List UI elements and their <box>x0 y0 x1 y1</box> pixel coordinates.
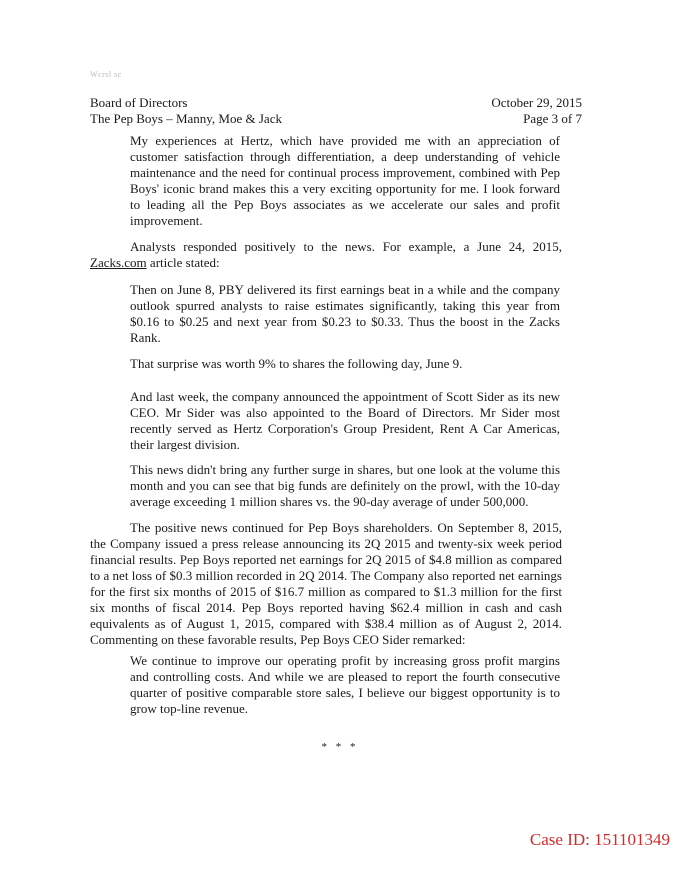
paragraph-financials <box>90 520 562 648</box>
quote-sider <box>130 653 560 717</box>
paragraph-analysts-intro: Analysts responded positively to the news. For example, a June 24, 2015, <box>130 239 562 254</box>
paragraph-financials-text: The positive news continued for Pep Boys shareholders. On September 8, 2015, the Company issued a press release announcing its 2Q 2015 and twenty-six week period financial results. Pep Boys reported net earnings for 2Q 2015 of $4.8 million as compared to a net loss of $0.3 million recorded in 2Q 2014. The Company also reported net earnings for the first six months of 2015 of $16.7 million as compared to $1.3 million for the first six months of fiscal 2014. Pep Boys reported having $62.4 million in cash and cash equivalents as of August 1, 2015, compared with $38.4 million as of August 2, 2014. Commenting on these favorable results, Pep Boys CEO Sider remarked: <box>90 520 562 647</box>
paragraph-analysts-text <box>90 239 562 271</box>
quote-zacks-4 <box>130 462 560 510</box>
quote-zacks-text-2: That surprise was worth 9% to shares the following day, June 9. <box>130 356 463 371</box>
zacks-link[interactable]: Zacks.com <box>90 255 147 270</box>
section-break: * * * <box>321 741 359 753</box>
quote-zacks-1 <box>130 282 560 346</box>
quote-sider-text: We continue to improve our operating profit by increasing gross profit margins and controlling costs. And while we are pleased to report the fourth consecutive quarter of positive comparable store sales, I believe our biggest opportunity is to grow top-line revenue. <box>130 653 560 716</box>
paragraph-analysts <box>90 239 562 271</box>
faint-stamp: Wcrsl sc <box>90 70 122 79</box>
letter-date: October 29, 2015 <box>491 95 582 110</box>
quote-zacks-text-3: And last week, the company announced the appointment of Scott Sider as its new CEO. Mr Sider was also appointed to the Board of Directors. Mr Sider most recently served as Hertz Corporation's Group President, Rent A Car Americas, their largest division. <box>130 389 560 452</box>
page-number: Page 3 of 7 <box>523 111 582 126</box>
quote-hertz-text: My experiences at Hertz, which have provided me with an appreciation of customer satisfaction through differentiation, a deep understanding of vehicle maintenance and the need for continual process improvement, combined with Pep Boys' iconic brand makes this a very exciting opportunity for me. I look forward to leading all the Pep Boys associates as we accelerate our sales and profit improvement. <box>130 133 560 228</box>
letter-header <box>90 95 582 127</box>
quote-hertz <box>130 133 560 229</box>
quote-zacks-2 <box>130 356 560 372</box>
recipient-line-1: Board of Directors <box>90 95 188 110</box>
quote-zacks-text-1: Then on June 8, PBY delivered its first earnings beat in a while and the company outlook spurred analysts to raise estimates significantly, taking this year from $0.16 to $0.25 and next year from $0.23 to $0.33. Thus the boost in the Zacks Rank. <box>130 282 560 345</box>
recipient-line-2: The Pep Boys – Manny, Moe & Jack <box>90 111 282 126</box>
paragraph-analysts-outro: article stated: <box>146 255 220 270</box>
quote-zacks-3 <box>130 389 560 453</box>
quote-zacks-text-4: This news didn't bring any further surge in shares, but one look at the volume this month and you can see that big funds are definitely on the prowl, with the 10-day average exceeding 1 million shares vs. the 90-day average of under 500,000. <box>130 462 560 509</box>
case-id-stamp: Case ID: 151101349 <box>529 830 670 849</box>
